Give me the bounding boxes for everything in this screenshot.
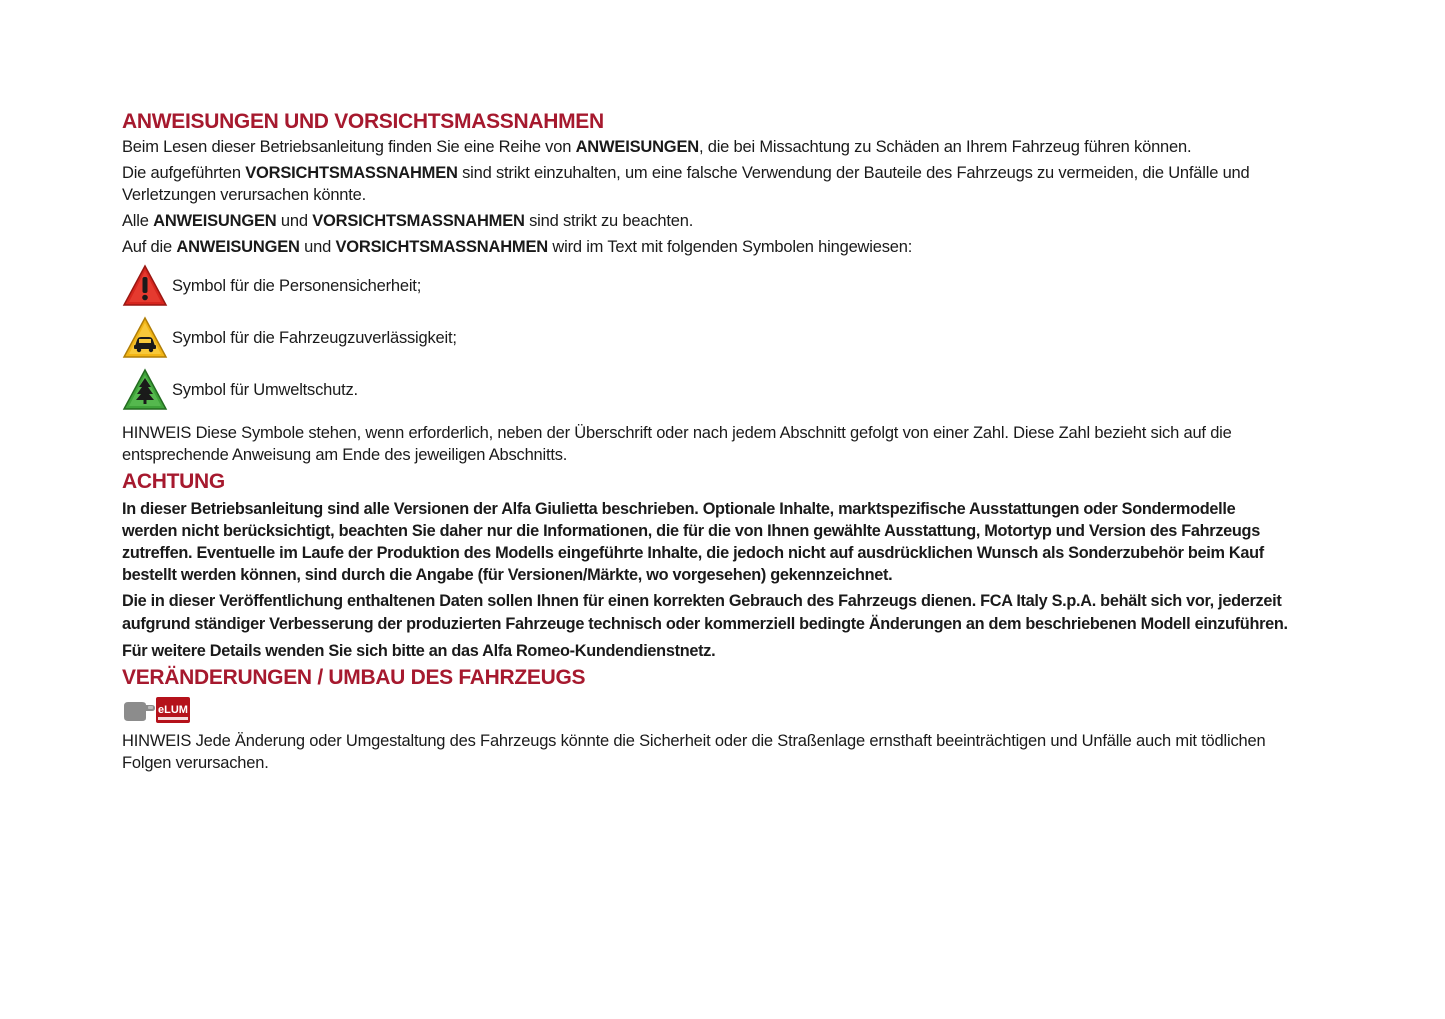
symbol-row-environment — [122, 364, 1292, 416]
paragraph-alle-beachten: Alle ANWEISUNGEN und VORSICHTSMASSNAHMEN sind strikt zu beachten. — [122, 212, 694, 230]
note-veraenderungen: HINWEIS Jede Änderung oder Umgestaltung des Fahrzeugs könnte die Sicherheit oder die Straßenlage ernsthaft beeinträchtigen und Unfälle auch mit tödlichen Folgen verursachen. — [122, 732, 1266, 772]
person-safety-warning-icon — [122, 263, 168, 309]
elum-badge-row — [122, 694, 1292, 728]
paragraph-vorsichtsmassnahmen: Die aufgeführten VORSICHTSMASSNAHMEN sind strikt einzuhalten, um eine falsche Verwendung der Bauteile des Fahrzeugs zu vermeiden, die Unfälle und Verletzungen verursachen könnte. — [122, 164, 1250, 204]
symbol-row-person-safety — [122, 260, 1292, 312]
section-title-veraenderungen: VERÄNDERUNGEN / UMBAU DES FAHRZEUGS — [122, 666, 586, 689]
page-content — [122, 108, 1292, 774]
vehicle-reliability-icon — [122, 315, 168, 361]
achtung-content — [122, 498, 1292, 662]
section-title-anweisungen: ANWEISUNGEN UND VORSICHTSMASSNAHMEN — [122, 110, 604, 133]
symbol-row-vehicle-reliability — [122, 312, 1292, 364]
symbol-label-person-safety: Symbol für die Personensicherheit; — [172, 276, 422, 295]
paragraph-symbole-intro: Auf die ANWEISUNGEN und VORSICHTSMASSNAHMEN wird im Text mit folgenden Symbolen hingewiesen: — [122, 238, 913, 256]
achtung-paragraph-daten: Die in dieser Veröffentlichung enthaltenen Daten sollen Ihnen für einen korrekten Gebrauch des Fahrzeugs dienen. FCA Italy S.p.A. behält sich vor, jederzeit aufgrund ständiger Verbesserung der produzierten Fahrzeuge technisch oder kommerziell bedingte Änderungen an dem beschriebenen Modell einzuführen. — [122, 592, 1288, 633]
note-symbole: HINWEIS Diese Symbole stehen, wenn erforderlich, neben der Überschrift oder nach jedem Abschnitt gefolgt von einer Zahl. Diese Zahl bezieht sich auf die entsprechende Anweisung am Ende des jeweiligen Abschnitts. — [122, 424, 1232, 464]
elum-badge-text: eLUM — [158, 704, 188, 716]
symbol-label-environment: Symbol für Umweltschutz. — [172, 380, 358, 399]
symbol-label-vehicle-reliability: Symbol für die Fahrzeugzuverlässigkeit; — [172, 328, 457, 347]
paragraph-anweisungen-intro: Beim Lesen dieser Betriebsanleitung finden Sie eine Reihe von ANWEISUNGEN, die bei Missachtung zu Schäden an Ihrem Fahrzeug führen können. — [122, 138, 1192, 156]
achtung-paragraph-versionen: In dieser Betriebsanleitung sind alle Versionen der Alfa Giulietta beschrieben. Optionale Inhalte, marktspezifische Ausstattungen oder Sondermodelle werden nicht berücksichtigt, beachten Sie daher nur die Informationen, die für die von Ihnen gewählte Ausstattung, Motortyp und Version des Fahrzeugs zutreffen. Eventuelle im Laufe der Produktion des Modells eingeführte Inhalte, die jedoch nicht auf ausdrücklichen Wunsch als Sonderzubehör beim Kauf bestellt werden können, sind durch die Angabe (für Versionen/Märkte, wo vorgesehen) gekennzeichnet. — [122, 500, 1264, 584]
pointing-hand-elum-icon — [122, 696, 192, 726]
environment-protection-icon — [122, 367, 168, 413]
section-title-achtung: ACHTUNG — [122, 470, 225, 493]
achtung-paragraph-kundendienst: Für weitere Details wenden Sie sich bitte an das Alfa Romeo-Kundendienstnetz. — [122, 642, 716, 660]
